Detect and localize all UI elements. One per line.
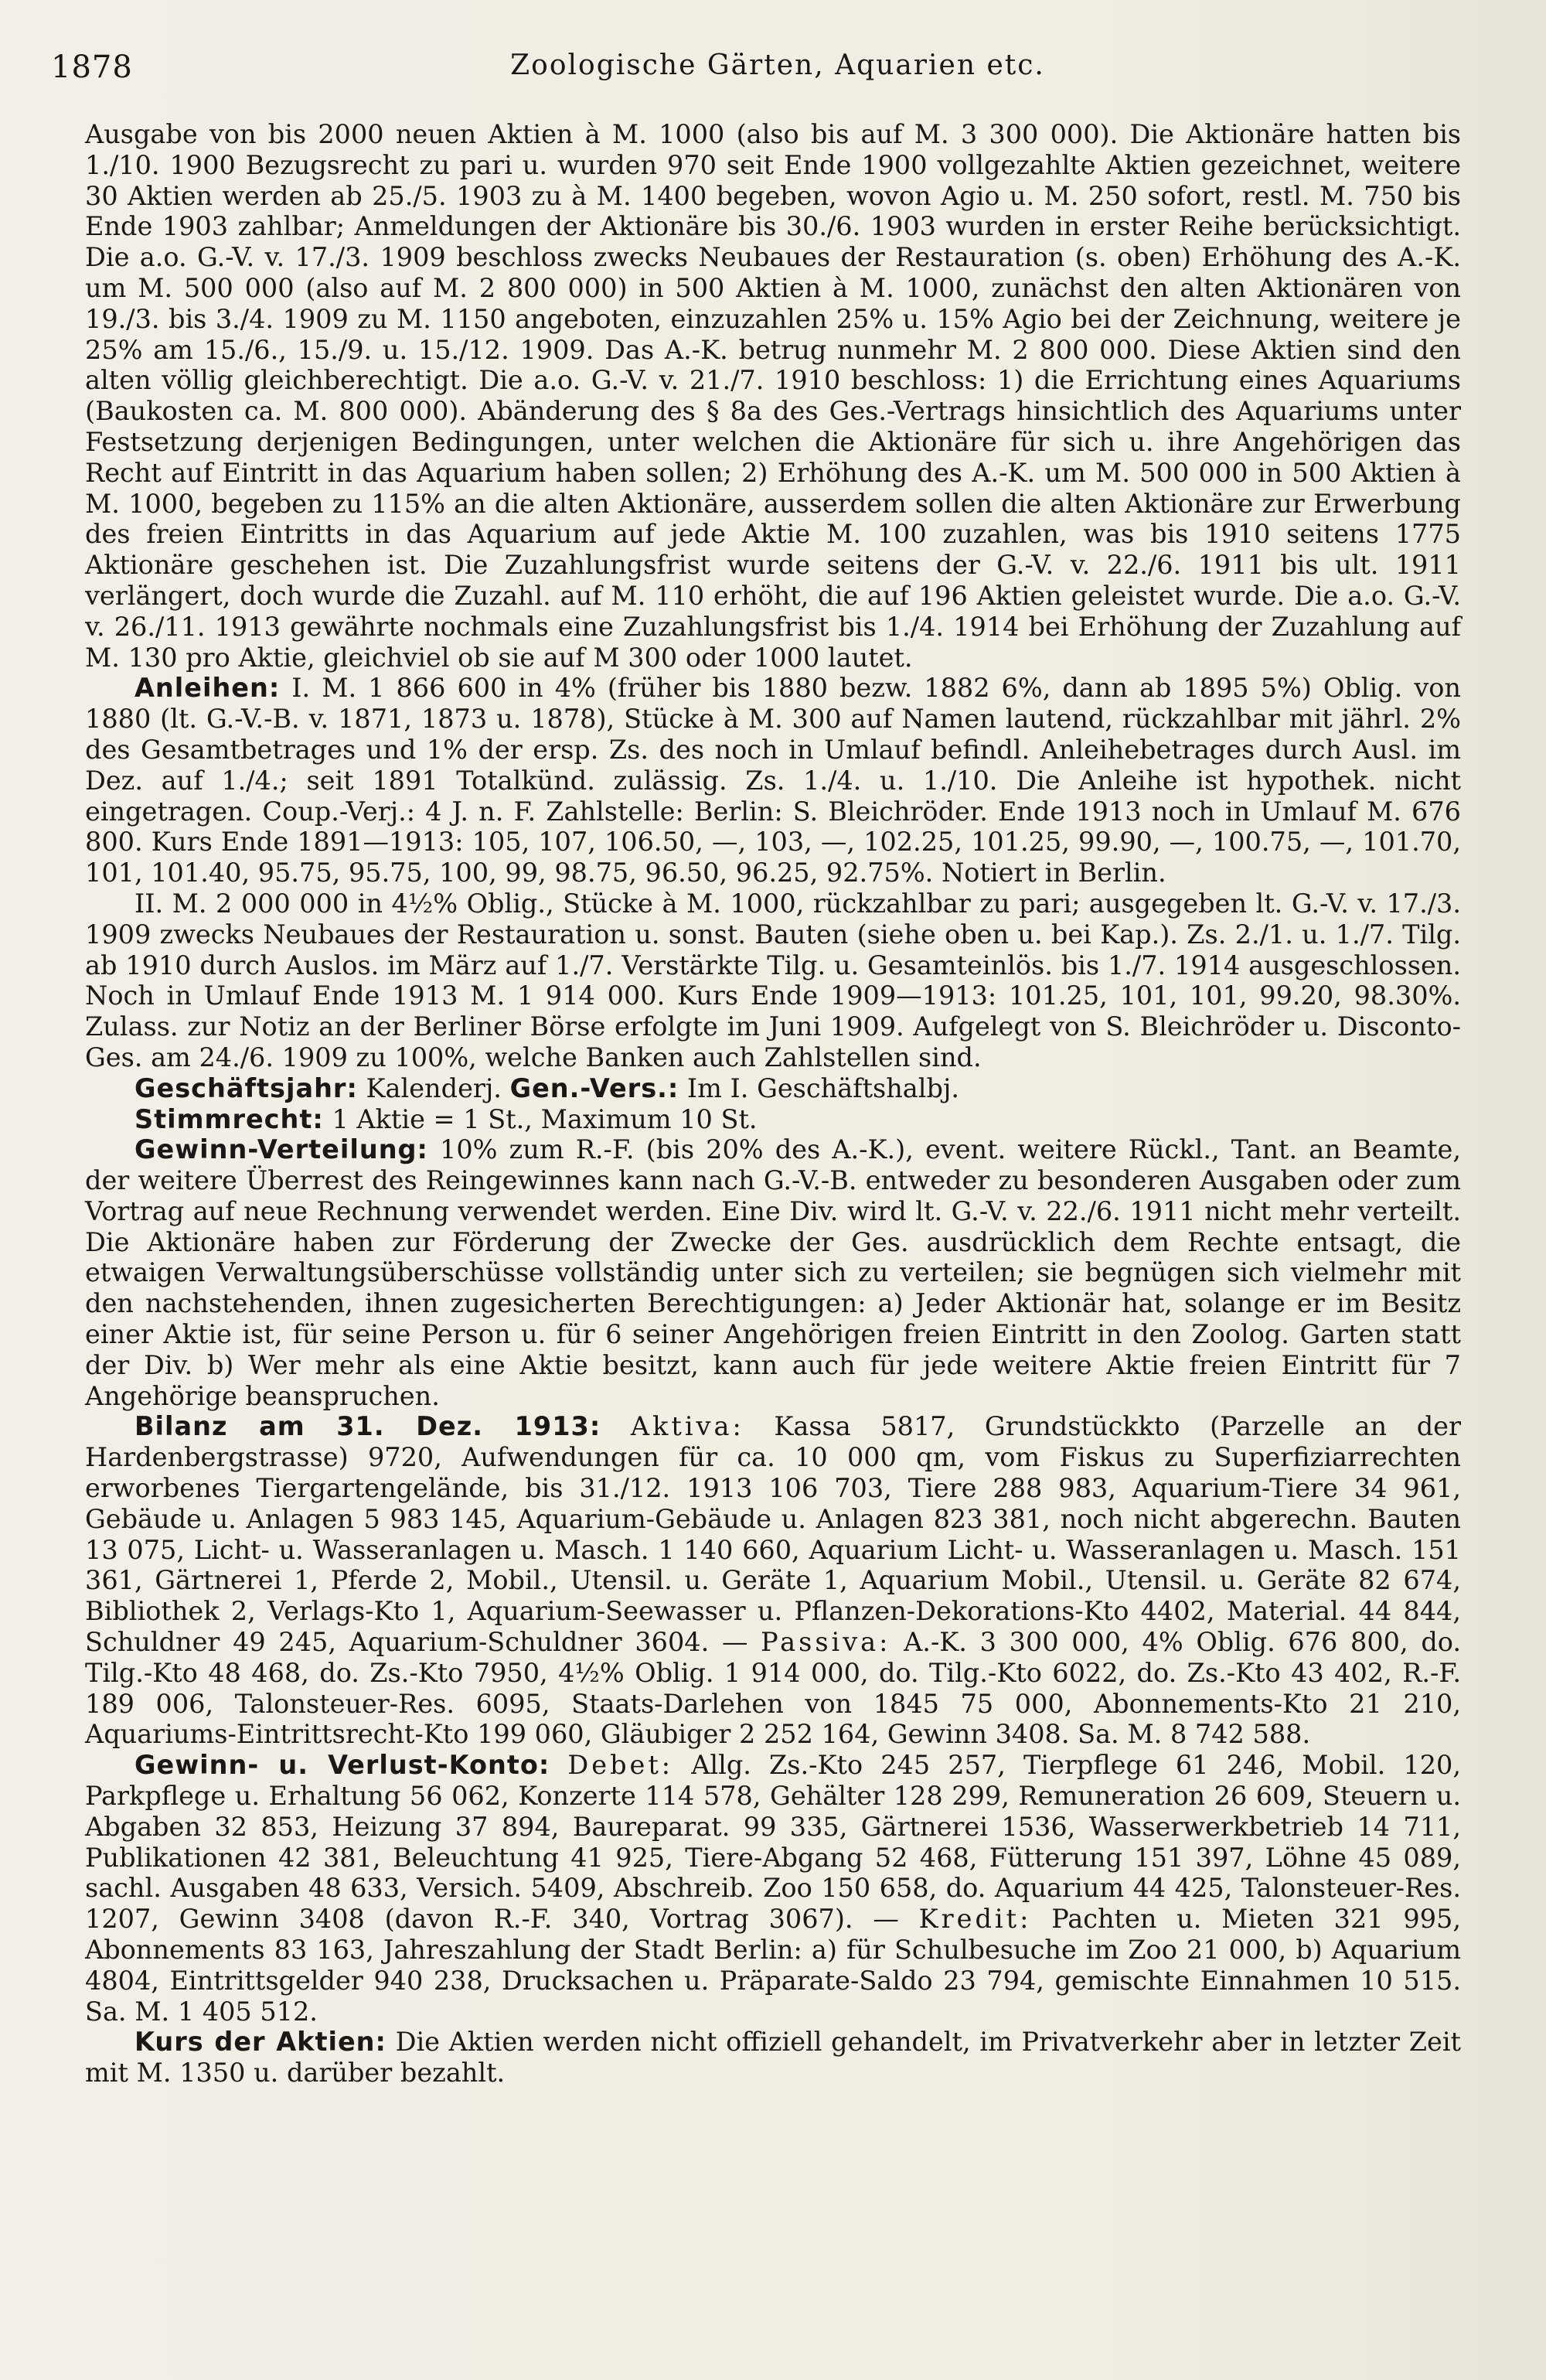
- body-text: [85, 119, 1461, 2088]
- stimmrecht-paragraph: [85, 1104, 1461, 1135]
- anleihen-text: I. M. 1 866 600 in 4% (früher bis 1880 bezw. 1882 6%, dann ab 1895 5%) Oblig. von 1880 (lt. G.-V.-B. v. 1871, 1873 u. 1878), Stücke à M. 300 auf Namen lautend, rückzahlbar mit jährl. 2% des Gesamtbetrages und 1% der ersp. Zs. des noch in Umlauf befindl. Anleihebetrages durch Ausl. im Dez. auf 1./4.; seit 1891 Totalkünd. zulässig. Zs. 1./4. u. 1./10. Die Anleihe ist hypothek. nicht eingetragen. Coup.-Verj.: 4 J. n. F. Zahlstelle: Berlin: S. Bleichröder. Ende 1913 noch in Umlauf M. 676 800. Kurs Ende 1891—1913: 105, 107, 106.50, —, 103, —, 102.25, 101.25, 99.90, —, 100.75, —, 101.70, 101, 101.40, 95.75, 95.75, 100, 99, 98.75, 96.50, 96.25, 92.75%. Notiert in Berlin.: [85, 673, 1461, 888]
- anleihen-paragraph: [85, 673, 1461, 888]
- page-number: 1878: [51, 49, 133, 85]
- geschaeftsjahr-paragraph: [85, 1073, 1461, 1104]
- stimmrecht-text: 1 Aktie = 1 St., Maximum 10 St.: [323, 1103, 758, 1134]
- bilanz-aktiva-text: Kassa 5817, Grundstückkto (Parzelle an der Hardenbergstrasse) 9720, Aufwendungen für ca. 10 000 qm, vom Fiskus zu Superfiziarrechten erworbenes Tiergartengelände, bis 31./12. 1913 106 703, Tiere 288 983, Aquarium-Tiere 34 961, Gebäude u. Anlagen 5 983 145, Aquarium-Gebäude u. Anlagen 823 381, noch nicht abgerechn. Bauten 13 075, Licht- u. Wasseranlagen u. Masch. 1 140 660, Aquarium Licht- u. Wasseranlagen u. Masch. 151 361, Gärtnerei 1, Pferde 2, Mobil., Utensil. u. Geräte 1, Aquarium Mobil., Utensil. u. Geräte 82 674, Bibliothek 2, Verlags-Kto 1, Aquarium-Seewasser u. Pflanzen-Dekorations-Kto 4402, Material. 44 844, Schuldner 49 245, Aquarium-Schuldner 3604. —: [85, 1411, 1461, 1658]
- capital-history-paragraph: Ausgabe von bis 2000 neuen Aktien à M. 1000 (also bis auf M. 3 300 000). Die Aktionäre hatten bis 1./10. 1900 Bezugsrecht zu pari u. wurden 970 seit Ende 1900 vollgezahlte Aktien gezeichnet, weitere 30 Aktien werden ab 25./5. 1903 zu à M. 1400 begeben, wovon Agio u. M. 250 sofort, restl. M. 750 bis Ende 1903 zahlbar; Anmeldungen der Aktionäre bis 30./6. 1903 wurden in erster Reihe berücksichtigt. Die a.o. G.-V. v. 17./3. 1909 beschloss zwecks Neubaues der Restauration (s. oben) Erhöhung des A.-K. um M. 500 000 (also auf M. 2 800 000) in 500 Aktien à M. 1000, zunächst den alten Aktionären von 19./3. bis 3./4. 1909 zu M. 1150 angeboten, einzuzahlen 25% u. 15% Agio bei der Zeichnung, weitere je 25% am 15./6., 15./9. u. 15./12. 1909. Das A.-K. betrug nunmehr M. 2 800 000. Diese Aktien sind den alten völlig gleichberechtigt. Die a.o. G.-V. v. 21./7. 1910 beschloss: 1) die Errichtung eines Aquariums (Baukosten ca. M. 800 000). Abänderung des § 8a des Ges.-Vertrags hinsichtlich des Aquariums unter Festsetzung derjenigen Bedingungen, unter welchen die Aktionäre für sich u. ihre Angehörigen das Recht auf Eintritt in das Aquarium haben sollen; 2) Erhöhung des A.-K. um M. 500 000 in 500 Aktien à M. 1000, begeben zu 115% an die alten Aktionäre, ausserdem sollen die alten Aktionäre zur Erwerbung des freien Eintritts in das Aquarium auf jede Aktie M. 100 zuzahlen, was bis 1910 seitens 1775 Aktionäre geschehen ist. Die Zuzahlungsfrist wurde seitens der G.-V. v. 22./6. 1911 bis ult. 1911 verlängert, doch wurde die Zuzahl. auf M. 110 erhöht, die auf 196 Aktien geleistet wurde. Die a.o. G.-V. v. 26./11. 1913 gewährte nochmals eine Zuzahlungsfrist bis 1./4. 1914 bei Erhöhung der Zuzahlung auf M. 130 pro Aktie, gleichviel ob sie auf M 300 oder 1000 lautet.: [85, 119, 1461, 673]
- kredit-heading: Kredit:: [918, 1904, 1032, 1935]
- genvers-heading: Gen.-Vers.:: [509, 1072, 679, 1103]
- guv-kredit-text: Pachten u. Mieten 321 995, Abonnements 83 163, Jahreszahlung der Stadt Berlin: a) für Schulbesuche im Zoo 21 000, b) Aquarium 4804, Eintrittsgelder 940 238, Drucksachen u. Präparate-Saldo 23 794, gemischte Einnahmen 10 515. Sa. M. 1 405 512.: [85, 1904, 1461, 2027]
- kurs-text: Die Aktien werden nicht offiziell gehandelt, im Privatverkehr aber in letzter Zeit mit M. 1350 u. darüber bezahlt.: [85, 2027, 1461, 2088]
- gewinn-verteilung-heading: Gewinn-Verteilung:: [135, 1134, 428, 1165]
- gewinn-verteilung-paragraph: [85, 1134, 1461, 1411]
- bilanz-passiva-text: A.-K. 3 300 000, 4% Oblig. 676 800, do. Tilg.-Kto 48 468, do. Zs.-Kto 7950, 4½% Oblig. 1 914 000, do. Tilg.-Kto 6022, do. Zs.-Kto 43 402, R.-F. 189 006, Talonsteuer-Res. 6095, Staats-Darlehen von 1845 75 000, Abonnements-Kto 21 210, Aquariums-Eintrittsrecht-Kto 199 060, Gläubiger 2 252 164, Gewinn 3408. Sa. M. 8 742 588.: [85, 1627, 1461, 1750]
- kurs-heading: Kurs der Aktien:: [135, 2027, 386, 2058]
- guv-debet-text: Allg. Zs.-Kto 245 257, Tierpflege 61 246, Mobil. 120, Parkpflege u. Erhaltung 56 062, Konzerte 114 578, Gehälter 128 299, Remuneration 26 609, Steuern u. Abgaben 32 853, Heizung 37 894, Baureparat. 99 335, Gärtnerei 1536, Wasserwerkbetrieb 14 711, Publikationen 42 381, Beleuchtung 41 925, Tiere-Abgang 52 468, Fütterung 151 397, Löhne 45 089, sachl. Ausgaben 48 633, Versich. 5409, Abschreib. Zoo 150 658, do. Aquarium 44 425, Talonsteuer-Res. 1207, Gewinn 3408 (davon R.-F. 340, Vortrag 3067). —: [85, 1750, 1461, 1935]
- anleihe-2-paragraph: II. M. 2 000 000 in 4½% Oblig., Stücke à M. 1000, rückzahlbar zu pari; ausgegeben lt. G.-V. v. 17./3. 1909 zwecks Neubaues der Restauration u. sonst. Bauten (siehe oben u. bei Kap.). Zs. 2./1. u. 1./7. Tilg. ab 1910 durch Auslos. im März auf 1./7. Verstärkte Tilg. u. Gesamteinlös. bis 1./7. 1914 ausgeschlossen. Noch in Umlauf Ende 1913 M. 1 914 000. Kurs Ende 1909—1913: 101.25, 101, 101, 99.20, 98.30%. Zulass. zur Notiz an der Berliner Börse erfolgte im Juni 1909. Aufgelegt von S. Bleichröder u. Disconto-Ges. am 24./6. 1909 zu 100%, welche Banken auch Zahlstellen sind.: [85, 888, 1461, 1072]
- gewinn-verteilung-text: 10% zum R.-F. (bis 20% des A.-K.), event. weitere Rückl., Tant. an Beamte, der weitere Überrest des Reingewinnes kann nach G.-V.-B. entweder zu besonderen Ausgaben oder zum Vortrag auf neue Rechnung verwendet werden. Eine Div. wird lt. G.-V. v. 22./6. 1911 nicht mehr verteilt. Die Aktionäre haben zur Förderung der Zwecke der Ges. ausdrücklich dem Rechte entsagt, die etwaigen Verwaltungsüberschüsse vollständig unter sich zu verteilen; sie begnügen sich vielmehr mit den nachstehenden, ihnen zugesicherten Berechtigungen: a) Jeder Aktionär hat, solange er im Besitz einer Aktie ist, für seine Person u. für 6 seiner Angehörigen freien Eintritt in den Zoolog. Garten statt der Div. b) Wer mehr als eine Aktie besitzt, kann auch für jede weitere Aktie freien Eintritt für 7 Angehörige beanspruchen.: [85, 1134, 1461, 1411]
- geschaeftsjahr-heading: Geschäftsjahr:: [135, 1072, 358, 1103]
- running-title: Zoologische Gärten, Aquarien etc.: [510, 49, 1045, 81]
- page-header: [51, 45, 1504, 91]
- geschaeftsjahr-text: Kalenderj.: [357, 1072, 510, 1103]
- bilanz-heading: Bilanz am 31. Dez. 1913:: [135, 1411, 601, 1442]
- anleihen-heading: Anleihen:: [135, 673, 281, 704]
- aktiva-heading: Aktiva:: [630, 1411, 744, 1442]
- guv-heading: Gewinn- u. Verlust-Konto:: [135, 1750, 550, 1781]
- bilanz-paragraph: [85, 1411, 1461, 1750]
- stimmrecht-heading: Stimmrecht:: [135, 1103, 324, 1134]
- debet-heading: Debet:: [567, 1750, 674, 1781]
- guv-paragraph: [85, 1750, 1461, 2027]
- genvers-text: Im I. Geschäftshalbj.: [679, 1072, 959, 1103]
- kurs-paragraph: [85, 2027, 1461, 2088]
- passiva-heading: Passiva:: [761, 1627, 891, 1658]
